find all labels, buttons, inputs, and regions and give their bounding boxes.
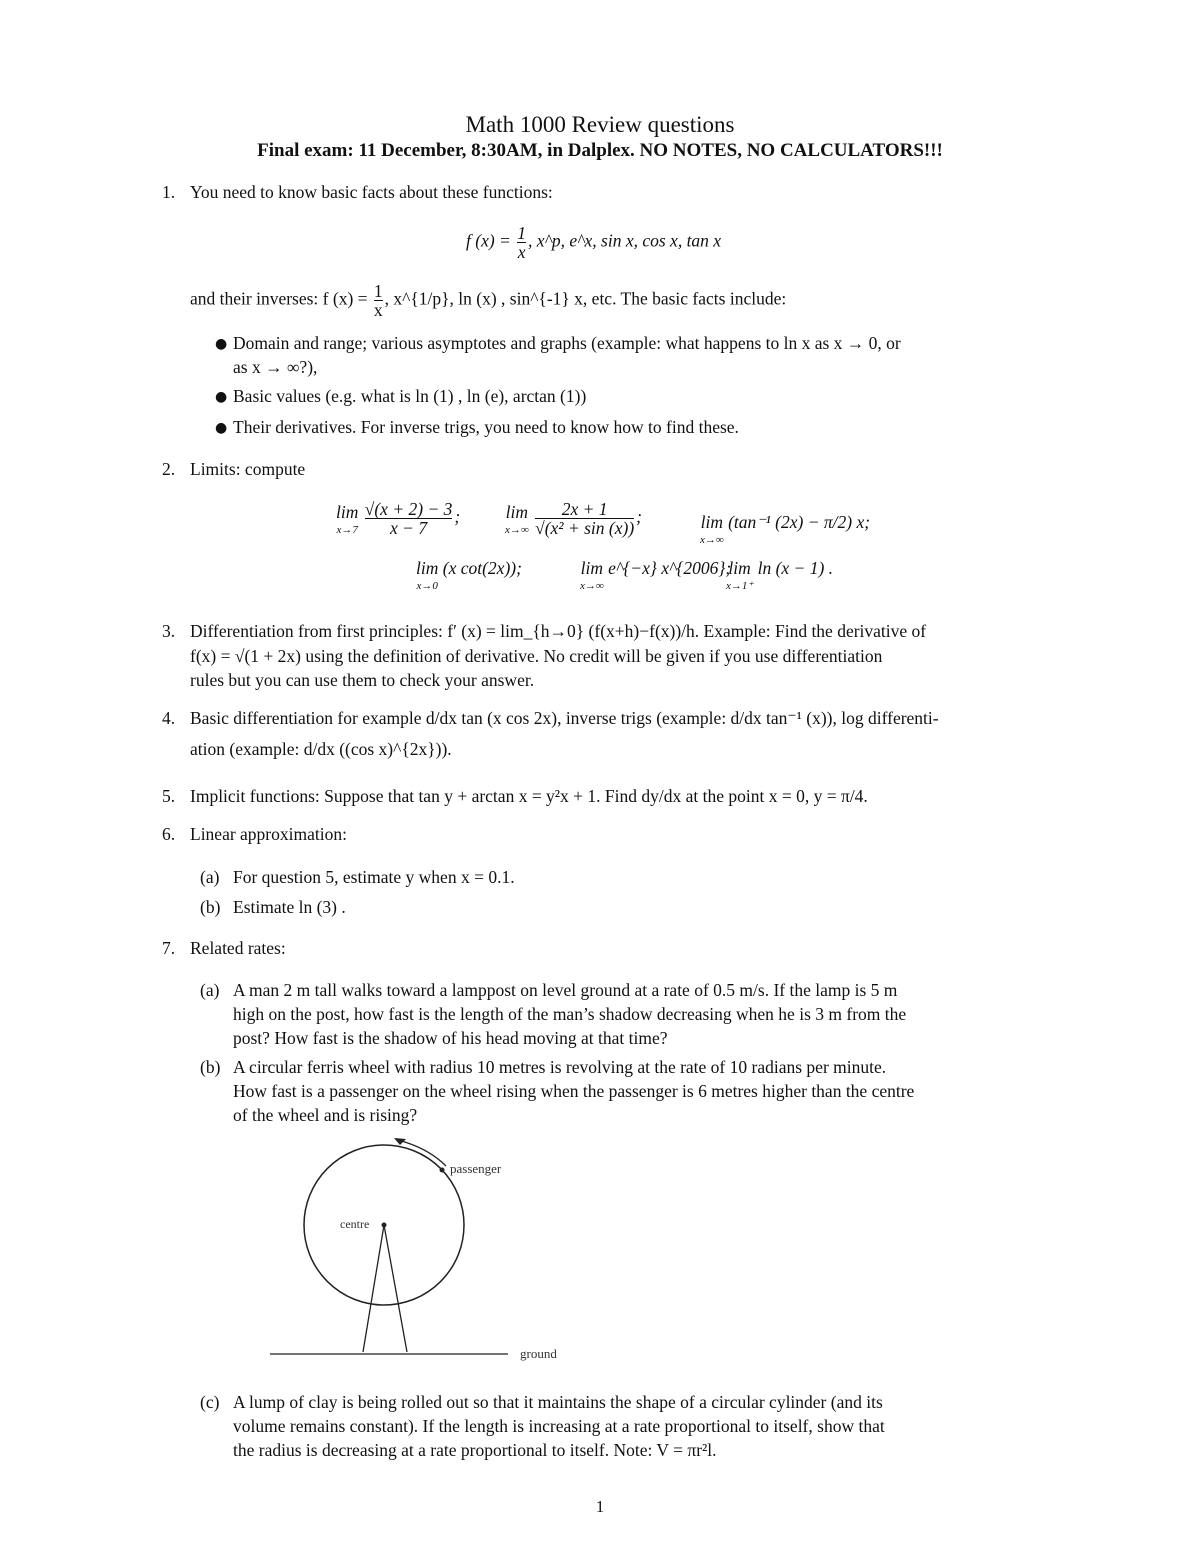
q7-a-line-1: A man 2 m tall walks toward a lamppost on level ground at a rate of 0.5 m/s. If the lamp is 5 m [233, 980, 898, 1000]
support-left [363, 1225, 384, 1352]
page-number: 1 [595, 1497, 605, 1516]
lim-operator [505, 500, 529, 536]
q6-item-b-label: (b) [200, 897, 221, 917]
bullet-icon: ● [215, 420, 228, 436]
lim-word: lim [505, 502, 529, 522]
lim-expr: (tan⁻¹ (2x) − π/2) x; [728, 512, 871, 532]
ground-label: ground [520, 1346, 557, 1361]
q2-limit-4 [416, 556, 522, 592]
ferris-wheel-figure [260, 1130, 580, 1370]
lim-operator [336, 500, 358, 536]
q7-a-line-3: post? How fast is the shadow of his head moving at that time? [233, 1028, 668, 1048]
frac-num: 2x + 1 [561, 499, 608, 519]
centre-label: centre [340, 1217, 370, 1231]
rotation-arrow [398, 1140, 446, 1166]
lim-word: lim [728, 558, 751, 578]
q7-c-line-2: volume remains constant). If the length is increasing at a rate proportional to itself, show that [233, 1416, 885, 1436]
q6-intro: Linear approximation: [190, 824, 347, 844]
q2-limit-1: lim x→7 $\frac{√(x + 2) - 3}{x - 7}$ ; [336, 499, 461, 538]
lim-word: lim [416, 558, 439, 578]
q6-number: 6. [162, 824, 176, 844]
q7-number: 7. [162, 938, 176, 958]
q1-frac-num: 1 [517, 223, 526, 243]
q2-lim1-frac [365, 500, 453, 537]
q7-c-line-3: the radius is decreasing at a rate proportional to itself. Note: V = πr²l. [233, 1440, 717, 1460]
q1-functions-post: , x^p, e^x, sin x, cos x, tan x [527, 230, 722, 251]
passenger-label: passenger [450, 1161, 502, 1176]
q1-inverses-pre: and their inverses: f (x) = [190, 288, 372, 309]
q2-lim2-frac [535, 500, 634, 537]
q7-c-line-1: A lump of clay is being rolled out so that it maintains the shape of a circular cylinder (and its [233, 1392, 883, 1412]
q1-functions-pre [466, 224, 721, 261]
q5-number: 5. [162, 786, 176, 806]
q7-intro: Related rates: [190, 938, 286, 958]
lim-expr: e^{−x} x^{2006}; [608, 558, 732, 578]
lim-expr: (x cot(2x)); [442, 558, 522, 578]
q2-limit-3 [700, 510, 870, 546]
q4-number: 4. [162, 708, 176, 728]
page-title: Math 1000 Review questions [465, 112, 735, 137]
q2-limit-2: lim x→∞ $\frac{2x + 1}{\text{√(x² + sin (x))}}$ ; [505, 499, 642, 538]
bullet-icon: ● [215, 336, 228, 352]
q4-line-2: ation (example: d/dx ((cos x)^{2x})). [190, 739, 452, 759]
q1-inverses-post: , x^{1/p}, ln (x) , sin^{-1} x, etc. The basic facts include: [384, 288, 787, 309]
q7-a-line-2: high on the post, how fast is the length of the man’s shadow decreasing when he is 3 m from the [233, 1004, 907, 1024]
lim-word: lim [336, 502, 359, 522]
page-subtitle: Final exam: 11 December, 8:30AM, in Dalplex. NO NOTES, NO CALCULATORS!!! [257, 140, 943, 161]
q6-item-a-label: (a) [200, 867, 220, 887]
q5-line-1: Implicit functions: Suppose that tan y + arctan x = y²x + 1. Find dy/dx at the point x = 0, y = π/4. [190, 786, 868, 806]
q1-intro: You need to know basic facts about these functions: [190, 182, 553, 202]
q1-inv-frac-den: x [373, 300, 383, 320]
lim-operator [726, 556, 753, 592]
q1-functions-pre-text: f (x) = [466, 230, 516, 251]
q3-line-1: Differentiation from first principles: f′ (x) = lim_{h→0} (f(x+h)−f(x))/h. Example: Find the derivative of [190, 621, 927, 641]
q2-limit-6 [726, 556, 833, 592]
lim-operator [416, 556, 438, 592]
q7-c-label: (c) [200, 1392, 220, 1412]
lim-word: lim [580, 558, 604, 578]
lim-expr: ln (x − 1) . [757, 558, 834, 578]
lim-sub: x→∞ [580, 580, 604, 592]
q1-bullet-3: Their derivatives. For inverse trigs, you need to know how to find these. [233, 417, 739, 437]
passenger-point [440, 1168, 445, 1173]
lim-sub: x→0 [416, 580, 438, 592]
lim-word: lim [700, 512, 724, 532]
q1-bullet-1: Domain and range; various asymptotes and graphs (example: what happens to ln x as x → 0, or [233, 333, 901, 353]
q7-a-label: (a) [200, 980, 220, 1000]
lim-sub: x→1⁺ [726, 580, 754, 592]
q7-b-line-1: A circular ferris wheel with radius 10 metres is revolving at the rate of 10 radians per minute. [233, 1057, 887, 1077]
q7-b-line-3: of the wheel and is rising? [233, 1105, 418, 1125]
q7-b-label: (b) [200, 1057, 221, 1077]
q2-intro: Limits: compute [190, 459, 306, 479]
q1-frac-den: x [517, 242, 526, 262]
q7-b-line-2: How fast is a passenger on the wheel rising when the passenger is 6 metres higher than the centre [233, 1081, 915, 1101]
q3-number: 3. [162, 621, 176, 641]
lim-operator [580, 556, 604, 592]
bullet-icon: ● [215, 389, 228, 405]
q6-item-b-text: Estimate ln (3) . [233, 897, 346, 917]
q1-bullet-2: Basic values (e.g. what is ln (1) , ln (e), arctan (1)) [233, 386, 587, 406]
q1-functions-frac [517, 224, 526, 261]
q1-inv-frac-num: 1 [373, 281, 383, 301]
q3-line-2: f(x) = √(1 + 2x) using the definition of derivative. No credit will be given if you use differentiation [190, 646, 883, 666]
q3-line-3: rules but you can use them to check your answer. [190, 670, 535, 690]
lim-operator [700, 510, 724, 546]
q1-inverses-frac [374, 282, 383, 319]
q6-item-a-text: For question 5, estimate y when x = 0.1. [233, 867, 515, 887]
q2-limit-5 [580, 556, 731, 592]
frac-num: √(x + 2) − 3 [364, 499, 453, 519]
lim-sub: x→7 [336, 524, 358, 536]
q1-number: 1. [162, 182, 176, 202]
q4-line-1: Basic differentiation for example d/dx tan (x cos 2x), inverse trigs (example: d/dx tan⁻¹ (x)), log differenti- [190, 708, 939, 728]
lim-sub: x→∞ [505, 524, 529, 536]
q2-number: 2. [162, 459, 176, 479]
frac-den: √(x² + sin (x)) [535, 518, 635, 538]
support-right [384, 1225, 407, 1352]
q1-bullet-1-cont: as x → ∞?), [233, 357, 318, 377]
q1-inverses-line [190, 282, 786, 319]
lim-sub: x→∞ [700, 534, 724, 546]
frac-den: x − 7 [365, 518, 453, 537]
